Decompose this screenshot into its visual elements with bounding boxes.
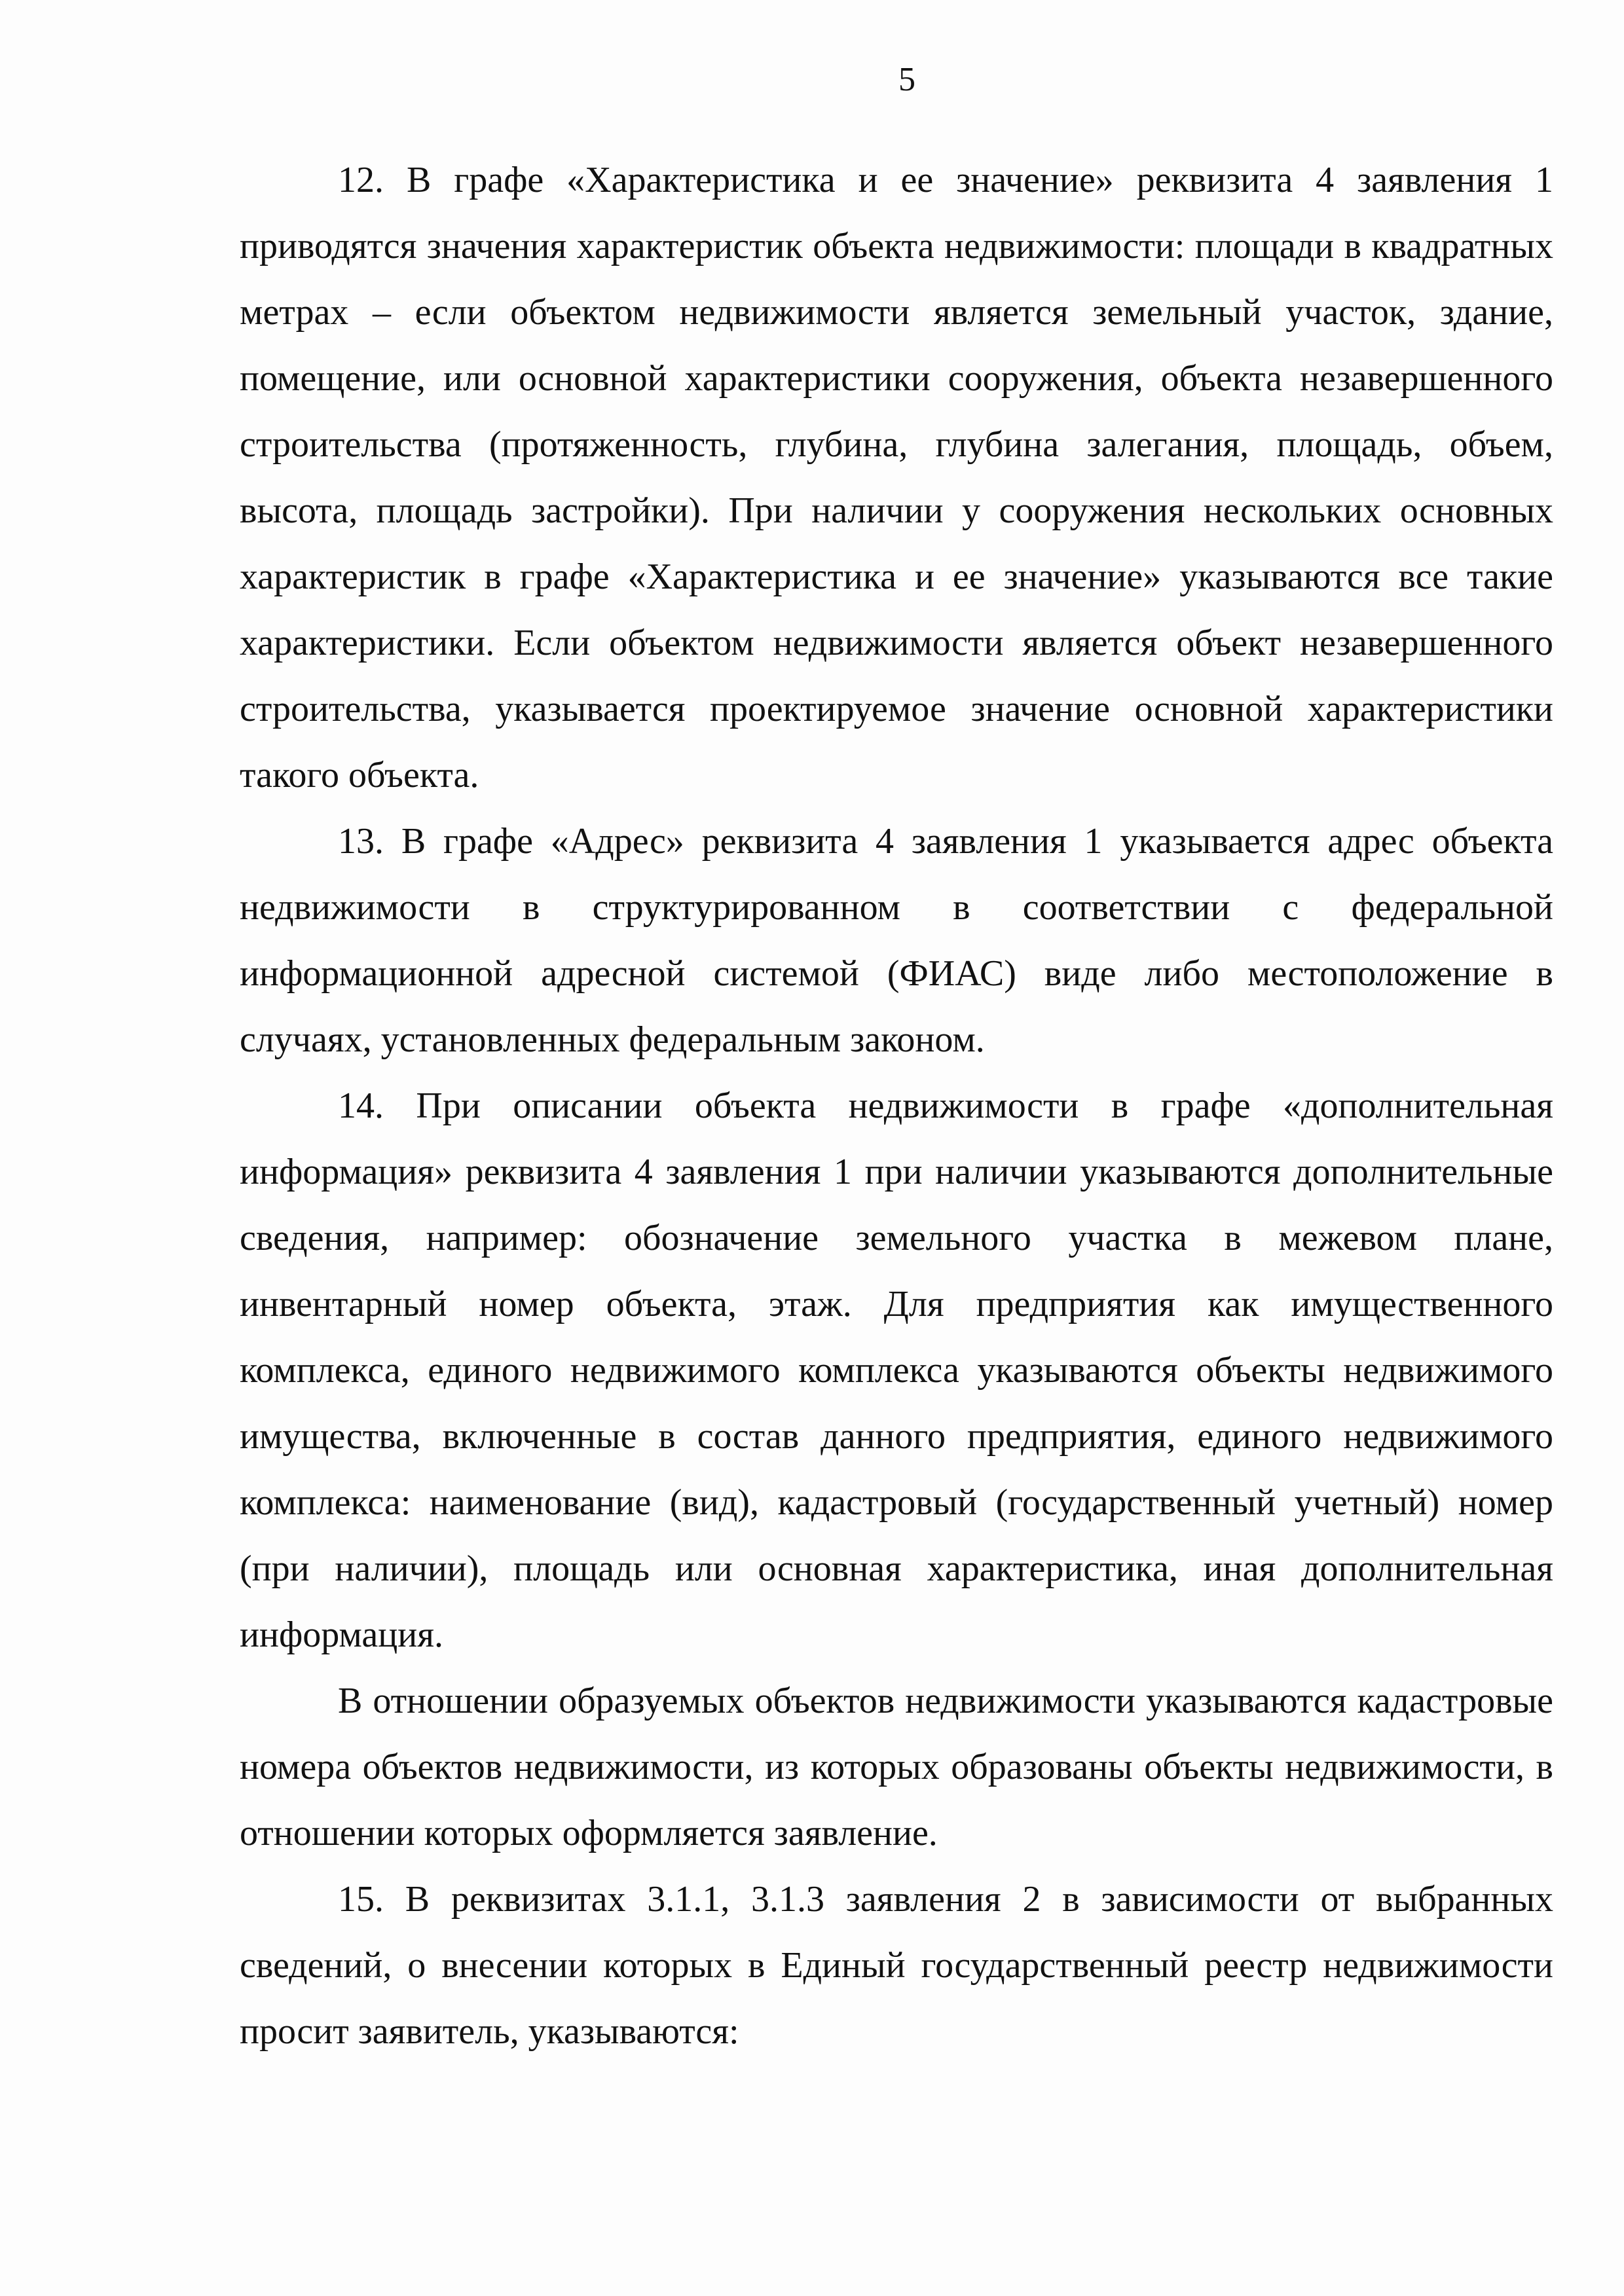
page-number: 5: [898, 61, 915, 98]
paragraph-14-continuation: В отношении образуемых объектов недвижимости указываются кадастровые номера объектов недвижимости, из которых образованы объекты недвижимости, в отношении которых оформляется заявление.: [240, 1681, 1553, 1853]
paragraph-13: 13. В графе «Адрес» реквизита 4 заявления 1 указывается адрес объекта недвижимости в структурированном в соответствии с федеральной информационной адресной системой (ФИАС) виде либо местоположение в случаях, установленных федеральным законом.: [240, 821, 1553, 1060]
document-body: [240, 147, 1553, 2065]
paragraph-15: 15. В реквизитах 3.1.1, 3.1.3 заявления 2 в зависимости от выбранных сведений, о внесении которых в Единый государственный реестр недвижимости просит заявитель, указываются:: [240, 1879, 1553, 2052]
paragraph-12: 12. В графе «Характеристика и ее значение» реквизита 4 заявления 1 приводятся значения характеристик объекта недвижимости: площади в квадратных метрах – если объектом недвижимости является земельный участок, здание, помещение, или основной характеристики сооружения, объекта незавершенного строительства (протяженность, глубина, глубина залегания, площадь, объем, высота, площадь застройки). При наличии у сооружения нескольких основных характеристик в графе «Характеристика и ее значение» указываются все такие характеристики. Если объектом недвижимости является объект незавершенного строительства, указывается проектируемое значение основной характеристики такого объекта.: [240, 160, 1553, 795]
paragraph-14: 14. При описании объекта недвижимости в графе «дополнительная информация» реквизита 4 заявления 1 при наличии указываются дополнительные сведения, например: обозначение земельного участка в межевом плане, инвентарный номер объекта, этаж. Для предприятия как имущественного комплекса, единого недвижимого комплекса указываются объекты недвижимого имущества, включенные в состав данного предприятия, единого недвижимого комплекса: наименование (вид), кадастровый (государственный учетный) номер (при наличии), площадь или основная характеристика, иная дополнительная информация.: [240, 1085, 1553, 1655]
